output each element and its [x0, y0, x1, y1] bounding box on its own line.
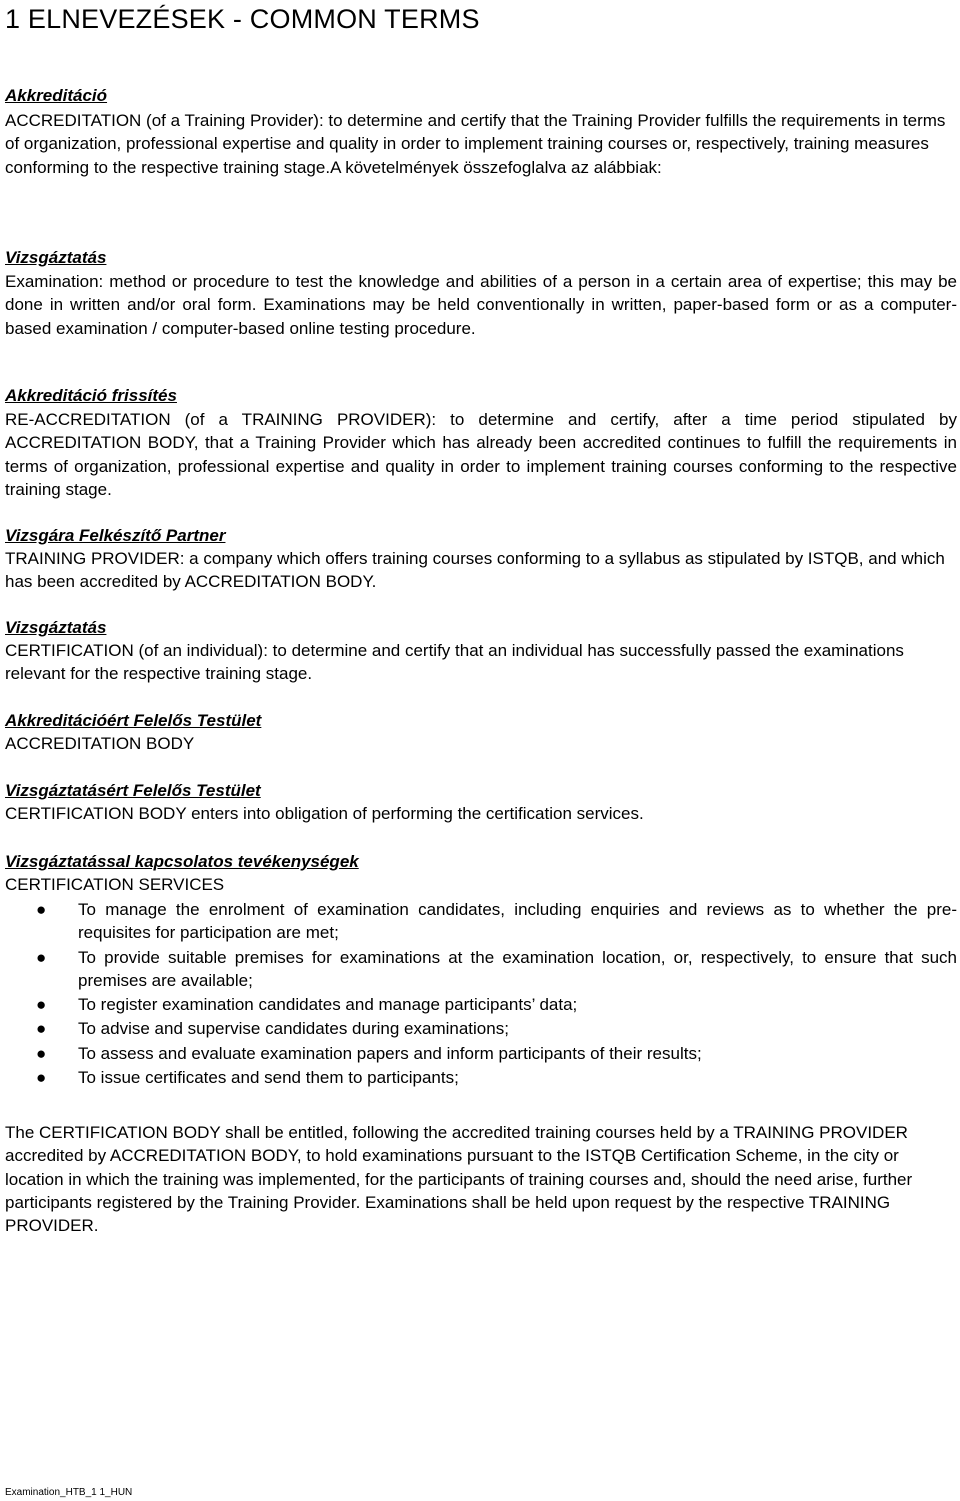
bullet-icon: ●	[36, 995, 47, 1015]
term-heading: Vizsgáztatással kapcsolatos tevékenységek	[5, 852, 359, 871]
term-section-training-provider	[5, 524, 957, 594]
term-heading: Vizsgára Felkészítő Partner	[5, 526, 226, 545]
term-definition: RE-ACCREDITATION (of a TRAINING PROVIDER): to determine and certify, after a time period stipulated by ACCREDITATION BODY, that a Training Provider which has already been accredited continues to fulfill the requirements in terms of organization, professional expertise and quality in order to implement training courses conforming to the respective training stage.	[5, 410, 957, 499]
services-list	[5, 898, 957, 1089]
page-title: 1 ELNEVEZÉSEK - COMMON TERMS	[5, 4, 480, 34]
term-heading: Vizsgáztatás	[5, 618, 107, 637]
term-section-certification	[5, 616, 957, 686]
term-section-accreditation	[5, 84, 957, 179]
closing-text: The CERTIFICATION BODY shall be entitled, following the accredited training courses held by a TRAINING PROVIDER accredited by ACCREDITATION BODY, to hold examinations pursuant to the ISTQB Certification Scheme, in the city or location in which the training was implemented, for the participants of training courses and, should the need arise, further participants registered by the Training Provider. Examinations shall be held upon request by the respective TRAINING PROVIDER.	[5, 1123, 913, 1236]
page-footer: Examination_HTB_1 1_HUN	[5, 1487, 133, 1498]
term-definition: Examination: method or procedure to test the knowledge and abilities of a person in a certain area of expertise; this may be done in written and/or oral form. Examinations may be held conventionally in written, paper-based form or as a computer-based examination / computer-based online testing procedure.	[5, 272, 957, 338]
closing-paragraph	[5, 1121, 940, 1237]
term-section-certification-services	[5, 850, 957, 896]
term-definition: ACCREDITATION (of a Training Provider): to determine and certify that the Training Provider fulfills the requirements in terms of organization, professional expertise and quality in order to implement training courses or, respectively, training measures conforming to the respective training stage.A követelmények összefoglalva az alábbiak:	[5, 111, 946, 177]
term-definition: TRAINING PROVIDER: a company which offers training courses conforming to a syllabus as stipulated by ISTQB, and which has been accredited by ACCREDITATION BODY.	[5, 549, 945, 592]
term-section-accreditation-body	[5, 709, 957, 755]
term-heading: Akkreditáció frissítés	[5, 386, 177, 405]
list-item: ● To provide suitable premises for examinations at the examination location, or, respectively, to ensure that such premises are available;	[36, 947, 957, 990]
term-section-re-accreditation	[5, 384, 957, 501]
list-item: ● To issue certificates and send them to participants;	[5, 1066, 957, 1089]
term-heading: Vizsgáztatásért Felelős Testület	[5, 781, 261, 800]
bullet-icon: ●	[36, 1068, 47, 1088]
bullet-icon: ●	[36, 947, 47, 967]
bullet-icon: ●	[36, 1019, 47, 1039]
list-item: ● To manage the enrolment of examination candidates, including enquiries and reviews as to whether the pre-requisites for participation are met;	[36, 900, 957, 943]
bullet-icon: ●	[36, 1043, 47, 1063]
term-heading: Akkreditáció	[5, 86, 108, 105]
term-heading: Vizsgáztatás	[5, 248, 107, 267]
term-section-certification-body	[5, 779, 957, 825]
term-definition: CERTIFICATION (of an individual): to determine and certify that an individual has successfully passed the examinations relevant for the respective training stage.	[5, 641, 904, 684]
term-section-examination	[5, 246, 957, 340]
list-item: ● To advise and supervise candidates during examinations;	[5, 1017, 957, 1040]
list-item: ● To register examination candidates and manage participants’ data;	[5, 993, 957, 1016]
bullet-icon: ●	[36, 900, 47, 919]
term-definition: CERTIFICATION SERVICES	[5, 875, 225, 894]
term-definition: ACCREDITATION BODY	[5, 734, 195, 753]
term-heading: Akkreditációért Felelős Testület	[5, 711, 262, 730]
list-item: ● To assess and evaluate examination papers and inform participants of their results;	[5, 1042, 957, 1065]
term-definition: CERTIFICATION BODY enters into obligation of performing the certification services.	[5, 804, 644, 823]
